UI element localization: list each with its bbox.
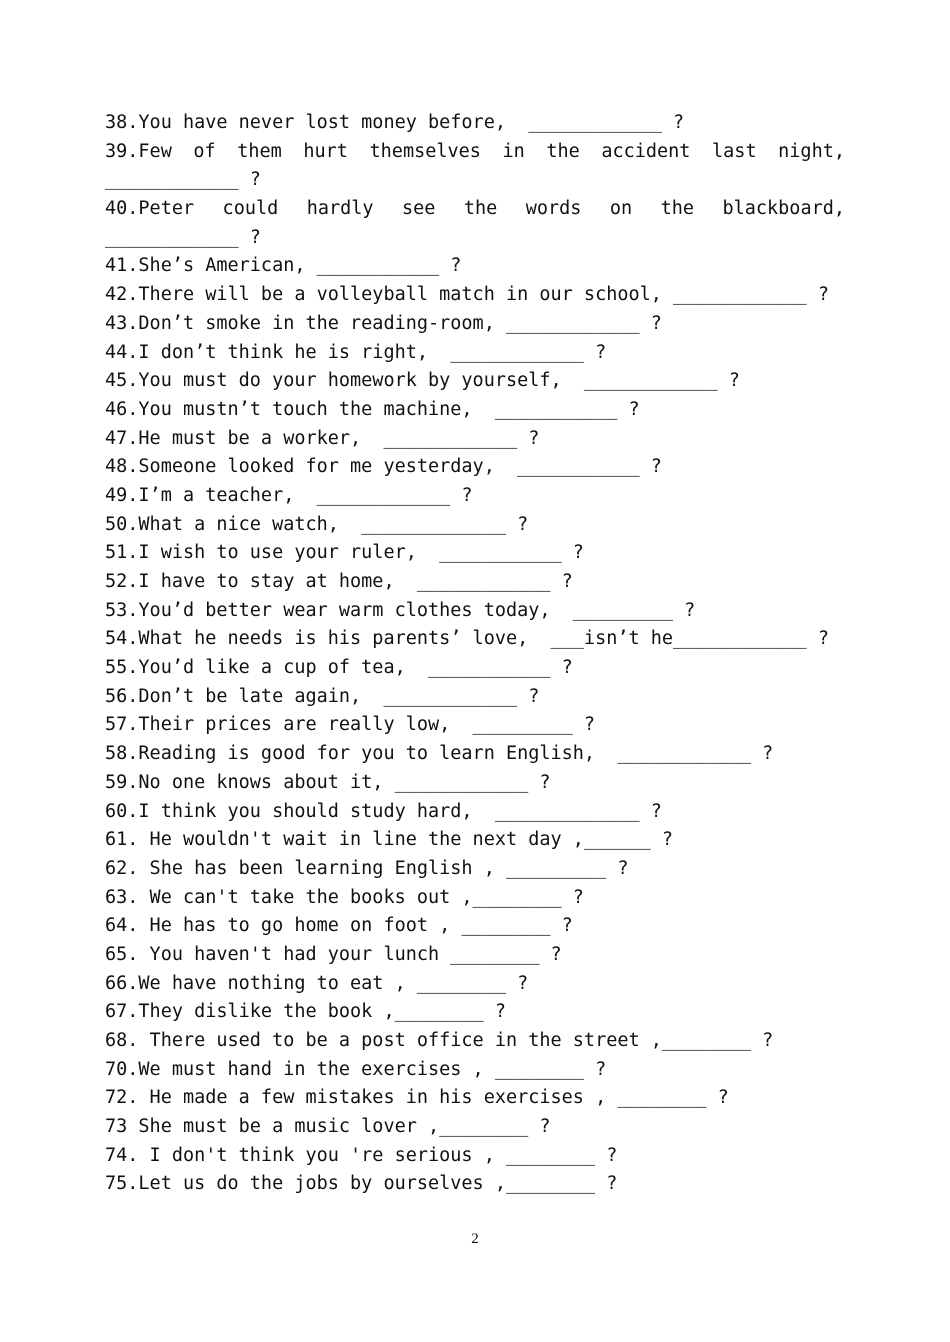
question-54: 54.What he needs is his parents’ love, ___isn’t he____________ ? <box>105 628 829 650</box>
question-39: 39.Few of them hurt themselves in the accident last night, <box>105 140 845 162</box>
question-67: 67.They dislike the book ,________ ? <box>105 1001 506 1023</box>
question-65: 65. You haven't had your lunch ________ ? <box>105 943 562 965</box>
question-61: 61. He wouldn't wait in line the next day ,______ ? <box>105 829 674 851</box>
question-66: 66.We have nothing to eat , ________ ? <box>105 972 529 994</box>
question-42: 42.There will be a volleyball match in our school, ____________ ? <box>105 284 829 306</box>
question-48: 48.Someone looked for me yesterday, ___________ ? <box>105 456 662 478</box>
question-53: 53.You’d better wear warm clothes today, _________ ? <box>105 599 696 621</box>
question-70: 70.We must hand in the exercises , ________ ? <box>105 1058 607 1080</box>
question-63: 63. We can't take the books out ,________ ? <box>105 886 584 908</box>
question-57: 57.Their prices are really low, _________ ? <box>105 714 596 736</box>
question-55: 55.You’d like a cup of tea, ___________ ? <box>105 657 573 679</box>
question-46: 46.You mustn’t touch the machine, ___________ ? <box>105 398 640 420</box>
question-52: 52.I have to stay at home, ____________ ? <box>105 571 573 592</box>
question-74: 74. I don't think you 're serious , ________ ? <box>105 1144 618 1166</box>
question-58: 58.Reading is good for you to learn English, ____________ ? <box>105 743 774 765</box>
question-47: 47.He must be a worker, ____________ ? <box>105 427 540 449</box>
question-49: 49.I’m a teacher, ____________ ? <box>105 484 473 506</box>
question-43: 43.Don’t smoke in the reading-room, ____________ ? <box>105 312 662 334</box>
question-41: 41.She’s American, ___________ ? <box>105 255 462 277</box>
question-39-blank: ____________ ? <box>105 169 261 191</box>
page-number: 2 <box>471 1231 479 1247</box>
question-list <box>105 109 845 1199</box>
question-38: 38.You have never lost money before, ____________ ? <box>105 112 685 133</box>
question-40-blank: ____________ ? <box>105 226 261 248</box>
question-60: 60.I think you should study hard, _____________ ? <box>105 800 662 822</box>
question-75: 75.Let us do the jobs by ourselves ,________ ? <box>105 1173 618 1195</box>
question-44: 44.I don’t think he is right, ____________ ? <box>105 341 607 363</box>
question-62: 62. She has been learning English , _________ ? <box>105 857 629 879</box>
question-51: 51.I wish to use your ruler, ___________ ? <box>105 542 584 564</box>
question-40: 40.Peter could hardly see the words on the blackboard, <box>105 198 845 220</box>
question-73: 73 She must be a music lover ,________ ? <box>105 1116 551 1138</box>
question-50: 50.What a nice watch, _____________ ? <box>105 513 529 535</box>
question-59: 59.No one knows about it, ____________ ? <box>105 771 551 793</box>
question-64: 64. He has to go home on foot , ________ ? <box>105 915 573 937</box>
question-56: 56.Don’t be late again, ____________ ? <box>105 685 540 707</box>
question-72: 72. He made a few mistakes in his exercises , ________ ? <box>105 1087 729 1109</box>
question-68: 68. There used to be a post office in the street ,________ ? <box>105 1030 774 1051</box>
question-45: 45.You must do your homework by yourself, ____________ ? <box>105 370 740 392</box>
